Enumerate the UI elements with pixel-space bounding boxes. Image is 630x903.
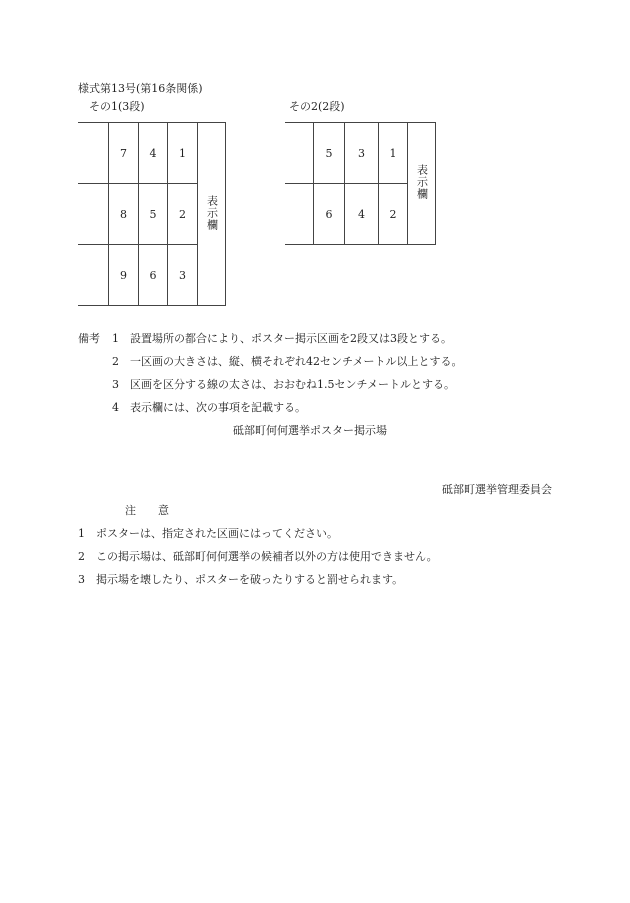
display-label: 表示欄	[205, 194, 219, 231]
remark-number: 1	[112, 332, 119, 345]
poster-cell: 3	[168, 245, 198, 306]
poster-cell: 3	[345, 123, 379, 184]
remark-item	[112, 330, 452, 346]
poster-cell: 5	[139, 184, 168, 245]
layout2-grid	[285, 122, 436, 245]
display-column	[408, 123, 436, 245]
poster-cell: 6	[314, 184, 345, 245]
caution-text: ポスターは、指定された区画にはってください。	[96, 527, 338, 540]
caution-text: 掲示場を壊したり、ポスターを破ったりすると罰せられます。	[96, 573, 404, 586]
poster-cell: 5	[314, 123, 345, 184]
caution-item	[78, 571, 403, 587]
poster-cell: 7	[109, 123, 139, 184]
remark-number: 3	[112, 378, 119, 391]
remark-item	[112, 376, 455, 392]
caution-title: 注 意	[125, 504, 169, 517]
layout1-title: その1(3段)	[89, 100, 145, 113]
committee-name: 砥部町選挙管理委員会	[442, 483, 552, 496]
poster-cell: 8	[109, 184, 139, 245]
poster-cell: 1	[168, 123, 198, 184]
blank-cell	[285, 184, 314, 245]
blank-cell	[78, 245, 109, 306]
remark-text: 設置場所の都合により、ポスター掲示区画を2段又は3段とする。	[130, 332, 452, 345]
layout2-title: その2(2段)	[289, 100, 345, 113]
poster-cell: 9	[109, 245, 139, 306]
poster-cell: 2	[379, 184, 408, 245]
caution-item	[78, 548, 438, 564]
poster-cell: 4	[345, 184, 379, 245]
remark-number: 4	[112, 401, 119, 414]
remark-item	[112, 399, 306, 415]
display-label: 表示欄	[415, 164, 429, 200]
poster-cell: 6	[139, 245, 168, 306]
display-column	[198, 123, 226, 306]
layout1-grid	[78, 122, 226, 306]
blank-cell	[78, 184, 109, 245]
remark-item	[112, 353, 463, 369]
caution-number: 3	[78, 573, 85, 586]
remark-text: 表示欄には、次の事項を記載する。	[130, 401, 306, 414]
poster-cell: 2	[168, 184, 198, 245]
remark-text: 区画を区分する線の太さは、おおむね1.5センチメートルとする。	[130, 378, 456, 391]
remark-text: 一区画の大きさは、縦、横それぞれ42センチメートル以上とする。	[130, 355, 463, 368]
blank-cell	[78, 123, 109, 184]
board-title: 砥部町何何選挙ポスター掲示場	[233, 424, 387, 437]
form-number: 様式第13号(第16条関係)	[78, 82, 203, 95]
caution-number: 2	[78, 550, 85, 563]
blank-cell	[285, 123, 314, 184]
caution-number: 1	[78, 527, 85, 540]
poster-cell: 4	[139, 123, 168, 184]
remark-number: 2	[112, 355, 119, 368]
remarks-label: 備考	[78, 332, 100, 345]
caution-text: この掲示場は、砥部町何何選挙の候補者以外の方は使用できません。	[96, 550, 438, 563]
caution-item	[78, 525, 338, 541]
poster-cell: 1	[379, 123, 408, 184]
